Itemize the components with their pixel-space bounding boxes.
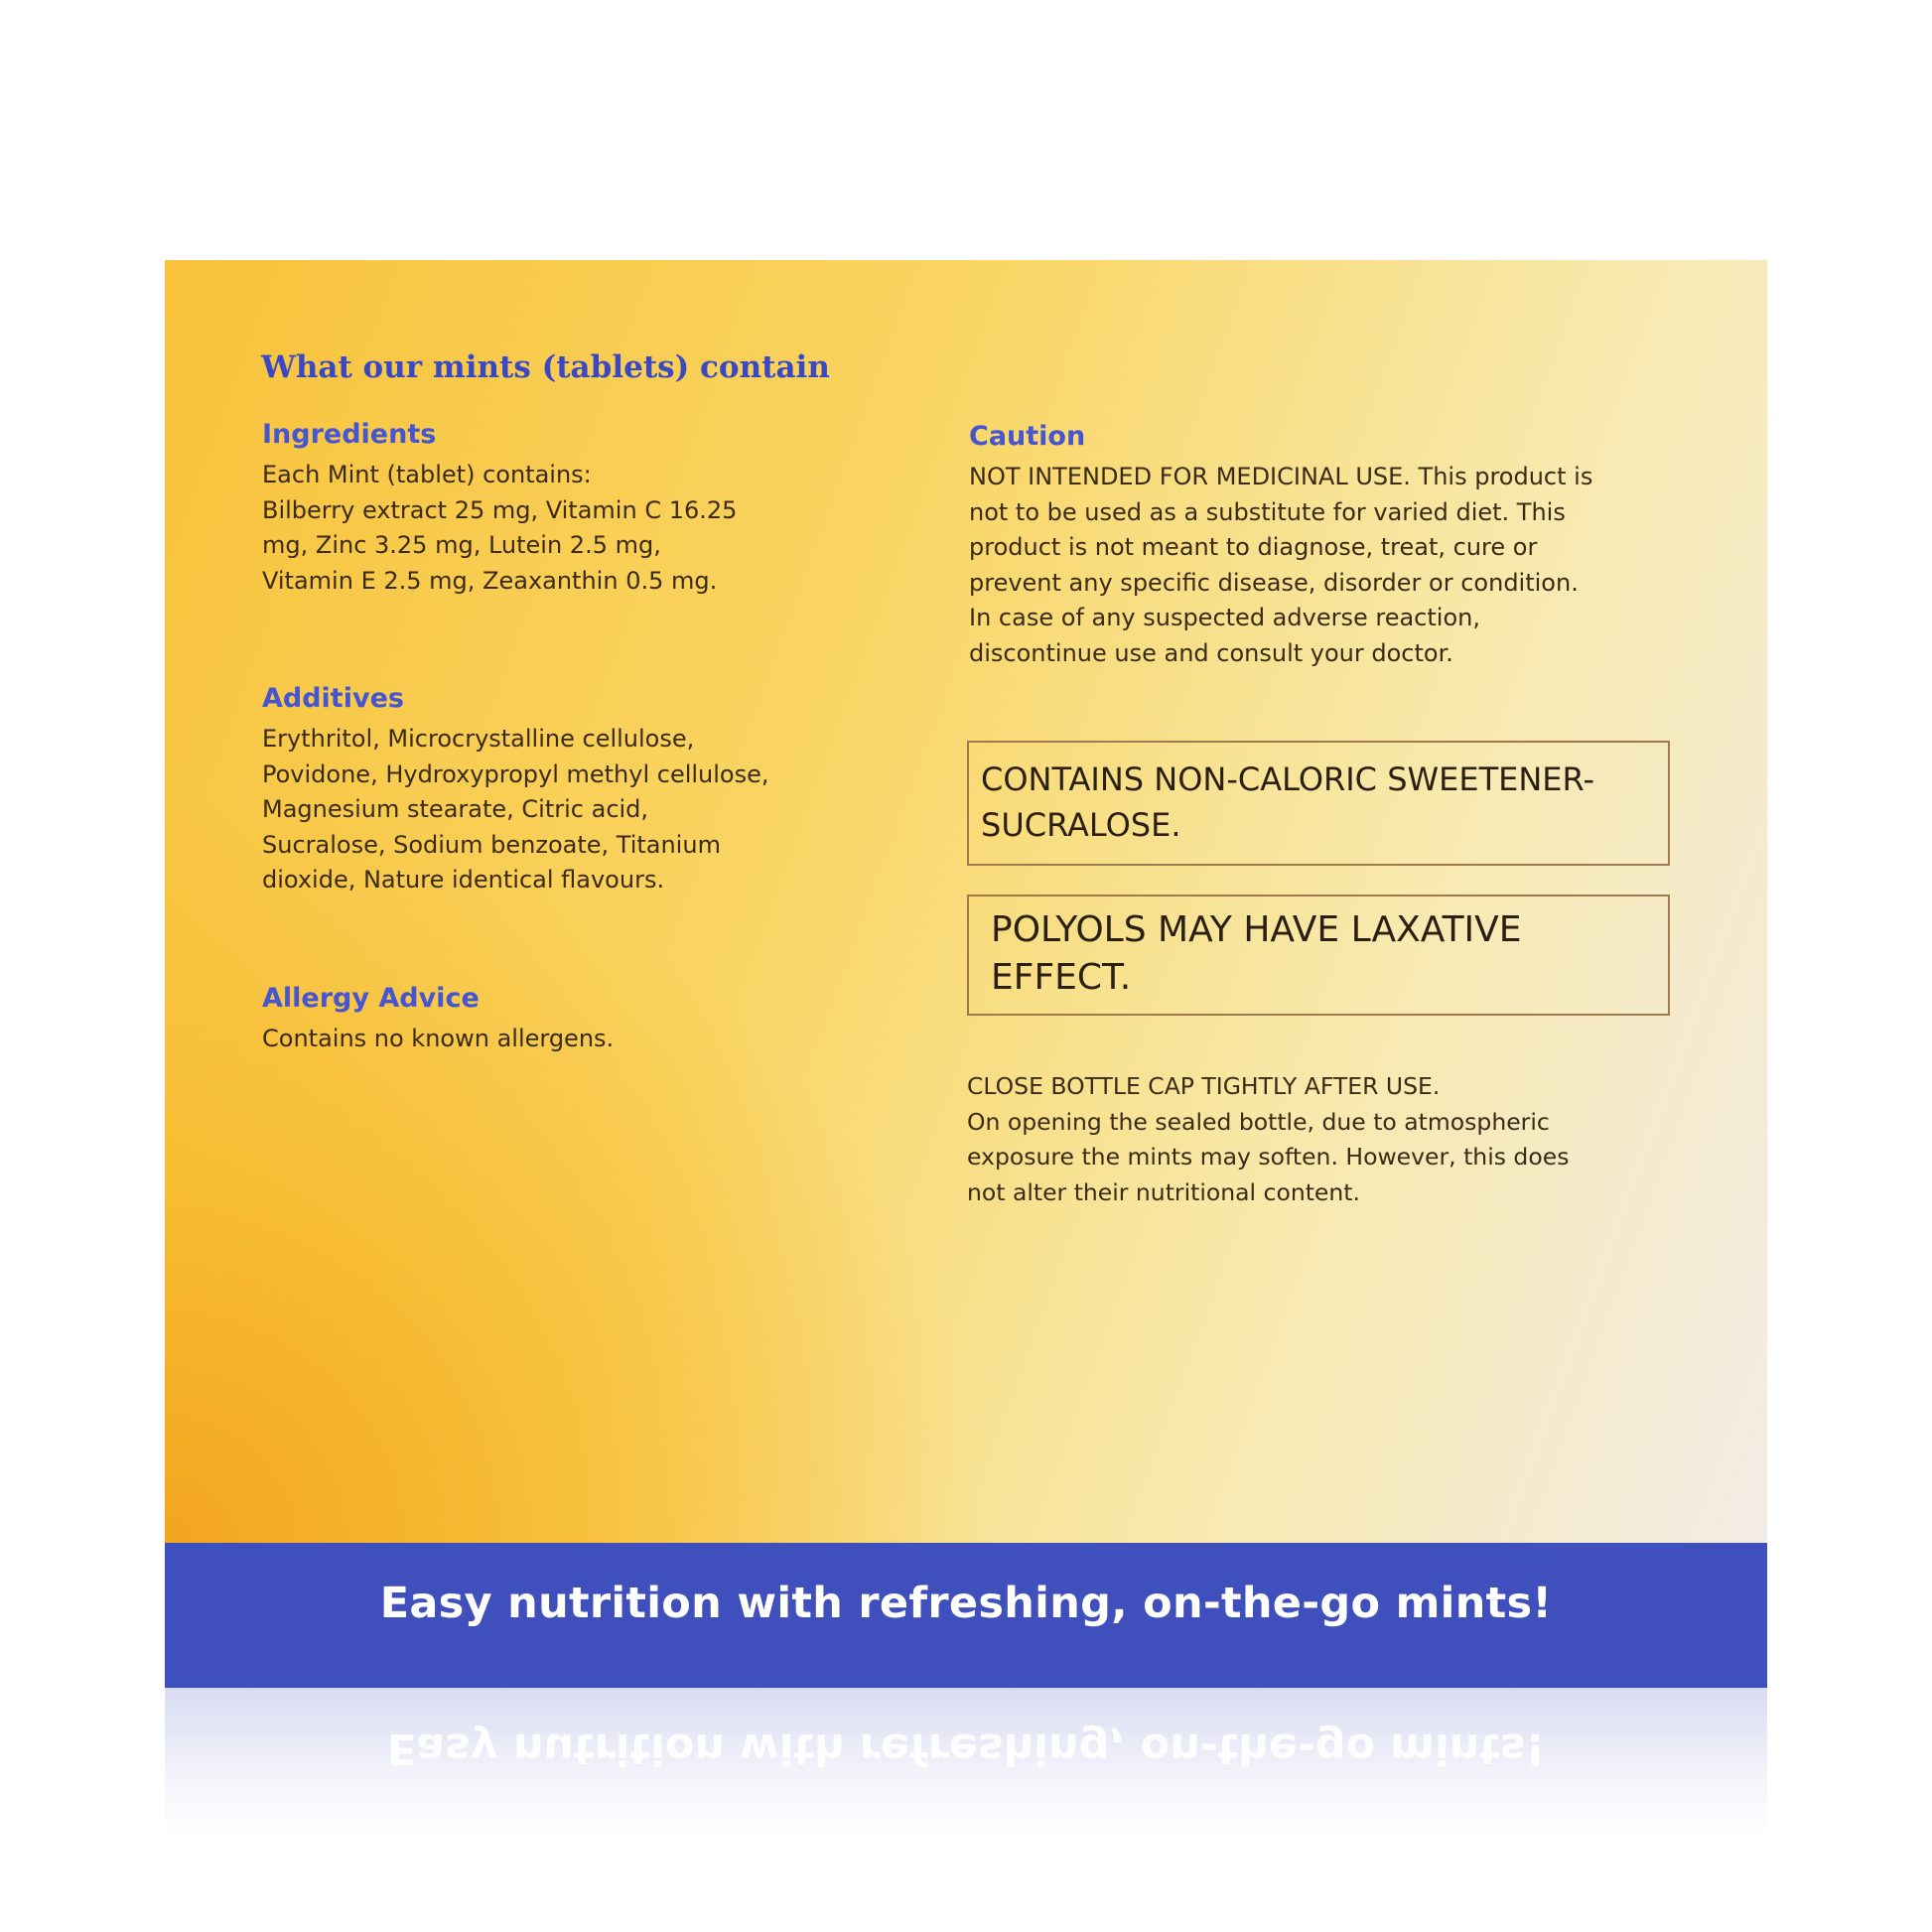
storage-section	[967, 1069, 1682, 1210]
caution-section	[969, 421, 1684, 671]
product-box-back	[165, 260, 1767, 1688]
additives-text: Erythritol, Microcrystalline cellulose, Povidone, Hydroxypropyl methyl cellulose, Magnesium stearate, Citric acid, Sucralose, Sodium benzoate, Titanium dioxide, Nature identical flavours.	[262, 725, 769, 894]
allergy-text: Contains no known allergens.	[262, 1024, 615, 1052]
caution-text: NOT INTENDED FOR MEDICINAL USE. This product is not to be used as a substitute for varied diet. This product is not meant to diagnose, treat, cure or prevent any specific disease, disorder or condition. In case of any suspected adverse reaction, discontinue use and consult your doctor.	[969, 463, 1593, 667]
caution-heading: Caution	[969, 421, 1086, 452]
additives-heading: Additives	[262, 683, 404, 714]
allergy-heading: Allergy Advice	[262, 982, 480, 1014]
page-title: What our mints (tablets) contain	[261, 349, 830, 385]
storage-text: CLOSE BOTTLE CAP TIGHTLY AFTER USE. On opening the sealed bottle, due to atmospheric exposure the mints may soften. However, this does not alter their nutritional content.	[967, 1072, 1570, 1206]
tagline-reflection: Easy nutrition with refreshing, on-the-go mints!	[386, 1724, 1546, 1773]
sweetener-notice: CONTAINS NON-CALORIC SWEETENER- SUCRALOSE.	[967, 741, 1670, 866]
ingredients-section	[262, 419, 868, 599]
ingredients-heading: Ingredients	[262, 419, 437, 450]
left-column	[262, 419, 868, 1056]
label-panel	[165, 260, 1767, 1543]
box-reflection	[165, 1688, 1767, 1837]
additives-section	[262, 683, 868, 898]
tagline-band	[165, 1543, 1767, 1688]
laxative-notice: POLYOLS MAY HAVE LAXATIVE EFFECT.	[967, 895, 1670, 1016]
ingredients-text: Each Mint (tablet) contains: Bilberry extract 25 mg, Vitamin C 16.25 mg, Zinc 3.25 mg, Lutein 2.5 mg, Vitamin E 2.5 mg, Zeaxanthin 0.5 mg.	[262, 461, 738, 595]
tagline: Easy nutrition with refreshing, on-the-go mints!	[379, 1579, 1553, 1628]
allergy-section	[262, 983, 868, 1057]
